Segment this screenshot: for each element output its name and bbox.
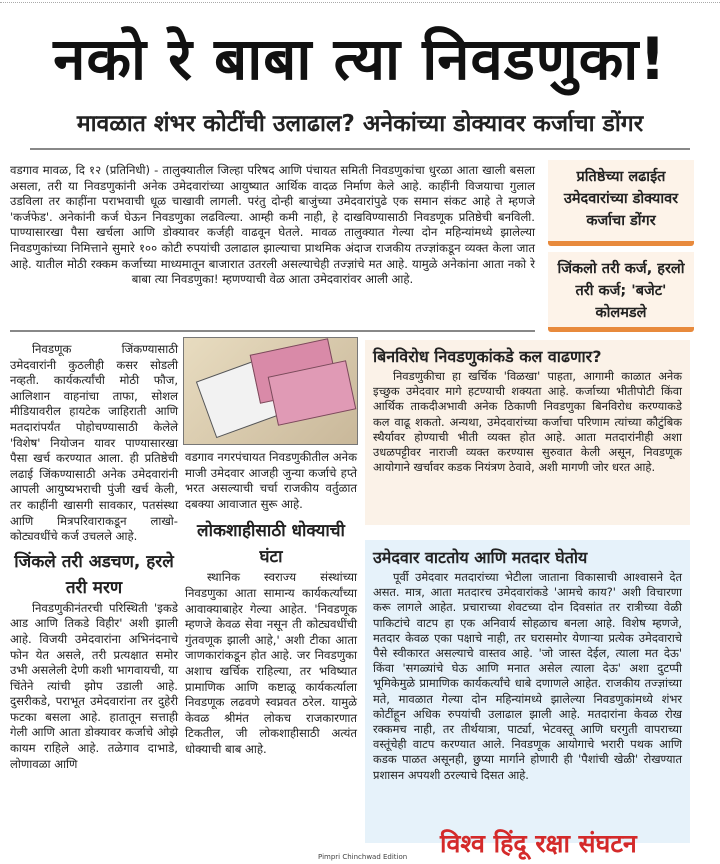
box-heading: उमेदवार वाटतोय आणि मतदार घेतोय	[373, 548, 588, 567]
highlight-box: जिंकलो तरी कर्ज, हरलो तरी कर्ज; 'बजेट' कोलमडले	[548, 252, 694, 332]
evm-cash-illustration	[183, 337, 358, 445]
box-heading: बिनविरोध निवडणुकांकडे कल वाढणार?	[373, 347, 602, 366]
paragraph: स्थानिक स्वराज्य संस्थांच्या निवडणुका आता सामान्य कार्यकर्त्यांच्या आवाक्याबाहेर गेल्या आहेत. 'निवडणूक म्हणजे केवळ सेवा नसून ती कोट्यवधींची गुंतवणूक झाली आहे,' अशी टीका आता जाणकारांकडून होत आहे. जर निवडणुका अशाच खर्चिक राहिल्या, तर भविष्यात प्रामाणिक आणि कष्टाळू कार्यकर्त्याला निवडणूक लढवणे स्वप्नवत ठरेल. यामुळे केवळ श्रीमंत लोकच राजकारणात टिकतील, जी लोकशाहीसाठी अत्यंत धोक्याची बाब आहे.	[185, 570, 357, 756]
section-heading: लोकशाहीसाठी धोक्याची घंटा	[197, 521, 345, 568]
info-box-voters	[365, 540, 690, 843]
watermark: विश्व हिंदू रक्षा संघटन	[440, 829, 637, 858]
paragraph: निवडणूक जिंकण्यासाठी उमेदवारांनी कुठलीही कसर सोडली नव्हती. कार्यकर्त्यांची मोठी फौज, आलिशान वाहनांचा ताफा, सोशल मीडियावरील हायटेक जाहिराती आणि मतदारांपर्यंत पोहोचण्यासाठी केलेले 'विशेष' नियोजन यावर पाण्यासारखा पैसा खर्च करण्यात आला. ही प्रतिष्ठेची लढाई जिंकण्यासाठी अनेक उमेदवारांनी आपली आयुष्यभराची पुंजी खर्च केली, तर काहींनी खासगी सावकार, पतसंस्था आणि मित्रपरिवाराकडून लाखो-कोट्यवधींचे कर्ज उचलले आहे.	[10, 342, 178, 544]
headline: नको रे बाबा त्या निवडणुका!	[53, 25, 667, 93]
paragraph: निवडणुकीनंतरची परिस्थिती 'इकडे आड आणि तिकडे विहीर' अशी झाली आहे. विजयी उमेदवारांना अभिनंदनाचे फोन येत असले, तरी प्रत्यक्षात समोर उभी असलेली देणी कशी भागवायची, या चिंतेने त्यांची झोप उडाली आहे. दुसरीकडे, पराभूत उमेदवारांना तर दुहेरी फटका बसला आहे. हातातून सत्ताही गेली आणि आता डोक्यावर कर्जाचे ओझे कायम राहिले आहे. तळेगाव दाभाडे, लोणावळा आणि	[10, 600, 178, 771]
middle-column	[185, 450, 357, 758]
box-text: पूर्वी उमेदवार मतदारांच्या भेटीला जाताना विकासाची आश्वासने देत असत. मात्र, आता मतदारच उमेदवारांकडे 'आमचे काय?' अशी विचारणा करू लागले आहेत. प्रचाराच्या शेवटच्या दोन दिवसांत तर रात्रीच्या वेळी पाकिटांचे वाटप हा एक अनिवार्य सोहळाच बनला आहे. विशेष म्हणजे, मतदार केवळ एका पक्षाचे नाही, तर घरासमोर येणाऱ्या प्रत्येक उमेदवाराचे पैसे स्वीकारत असल्याचे वास्तव आहे. 'जो जास्त देईल, त्याला मत देऊ' किंवा 'सगळ्यांचे घेऊ आणि मनात असेल त्याला देऊ' अशा दुटप्पी भूमिकेमुळे प्रामाणिक कार्यकर्त्यांचे धाबे दणाणले आहेत. राजकीय तज्ज्ञांच्या मते, मावळात गेल्या दोन महिन्यांमध्ये झालेल्या निवडणुकांमध्ये शंभर कोटींहून अधिक रुपयांची उलाढाल झाली आहे. मतदारांना केवळ रोख रक्कमच नाही, तर तीर्थयात्रा, पार्ट्या, भेटवस्तू आणि घरगुती वापराच्या वस्तूंचेही वाटप करण्यात आले. निवडणूक आयोगाचे भरारी पथक आणि कडक पाळत असूनही, छुप्या मार्गाने होणारी ही 'पैशांची खेळी' रोखण्यात प्रशासन अपयशी ठरल्याचे दिसत आहे.	[373, 570, 682, 782]
section-heading: जिंकले तरी अडचण, हरले तरी मरण	[14, 551, 174, 598]
top-dotted-border	[0, 2, 720, 3]
edition-label: Pimpri Chinchwad Edition	[318, 853, 408, 861]
highlight-box: प्रतिष्ठेच्या लढाईत उमेदवारांच्या डोक्यावर कर्जाचा डोंगर	[548, 160, 694, 246]
intro-paragraph: वडगाव मावळ, दि १२ (प्रतिनिधी) - तालुक्यातील जिल्हा परिषद आणि पंचायत समिती निवडणुकांचा धुरळा आता खाली बसला असला, तरी या निवडणुकांनी अनेक उमेदवारांच्या आयुष्यात आर्थिक वादळ निर्माण केले आहे. काहींनी विजयाचा गुलाल उडविला तर काहींना पराभवाची धूळ चाखावी लागली. परंतु दोन्ही बाजुंच्या उमेदवारांपुढे एक समान संकट आहे ते म्हणजे 'कर्जफेड'. अनेकांनी कर्ज घेऊन निवडणुका लढविल्या. आम्ही कमी नाही, हे दाखविण्यासाठी निवडणूक प्रतिष्ठेची बनविली. पाण्यासारखा पैसा खर्चला आणि डोक्यावर कर्जही वाढवून घेतले. मावळ तालुक्यात गेल्या दोन महिन्यांमध्ये झालेल्या निवडणुकांच्या निमित्ताने सुमारे १०० कोटी रुपयांची उलाढाल झाल्याचा प्राथमिक अंदाज राजकीय तज्ज्ञांकडून व्यक्त केला जात आहे. यातील मोठी रक्कम कर्जाच्या माध्यमातून बाजारात उतरली असल्याचेही तज्ज्ञांचे मत आहे. यामुळे अनेकांना आता नको रे बाबा त्या निवडणुका! म्हणण्याची वेळ आता उमेदवारांवर आली आहे.	[10, 163, 535, 287]
paragraph: वडगाव नगरपंचायत निवडणुकीतील अनेक माजी उमेदवार आजही जुन्या कर्जाचे हप्ते भरत असल्याची चर्चा राजकीय वर्तुळात दबक्या आवाजात सुरू आहे.	[185, 450, 357, 511]
box-text: निवडणुकीचा हा खर्चिक 'विळखा' पाहता, आगामी काळात अनेक इच्छुक उमेदवार मागे हटण्याची शक्यता आहे. कर्जाच्या भीतीपोटी किंवा आर्थिक ताकदीअभावी अनेक ठिकाणी निवडणुका बिनविरोध करण्याकडे कल वाढू शकतो. अन्यथा, उमेदवारांच्या कर्जाचा परिणाम त्यांच्या कौटुंबिक स्थैर्यावर होण्याची भीती व्यक्त होत आहे. आता मतदारांनीही अशा उधळपट्टीवर नाराजी व्यक्त करण्यास सुरुवात केली असून, निवडणूक आयोगाने खर्चावर कडक नियंत्रण ठेवावे, अशी मागणी जोर धरत आहे.	[373, 369, 682, 475]
subtitle: मावळात शंभर कोटींची उलाढाल? अनेकांच्या डोक्यावर कर्जाचा डोंगर	[76, 111, 644, 137]
divider	[10, 330, 535, 332]
divider	[30, 148, 690, 150]
info-box-unopposed	[365, 340, 690, 525]
left-column	[10, 342, 178, 772]
